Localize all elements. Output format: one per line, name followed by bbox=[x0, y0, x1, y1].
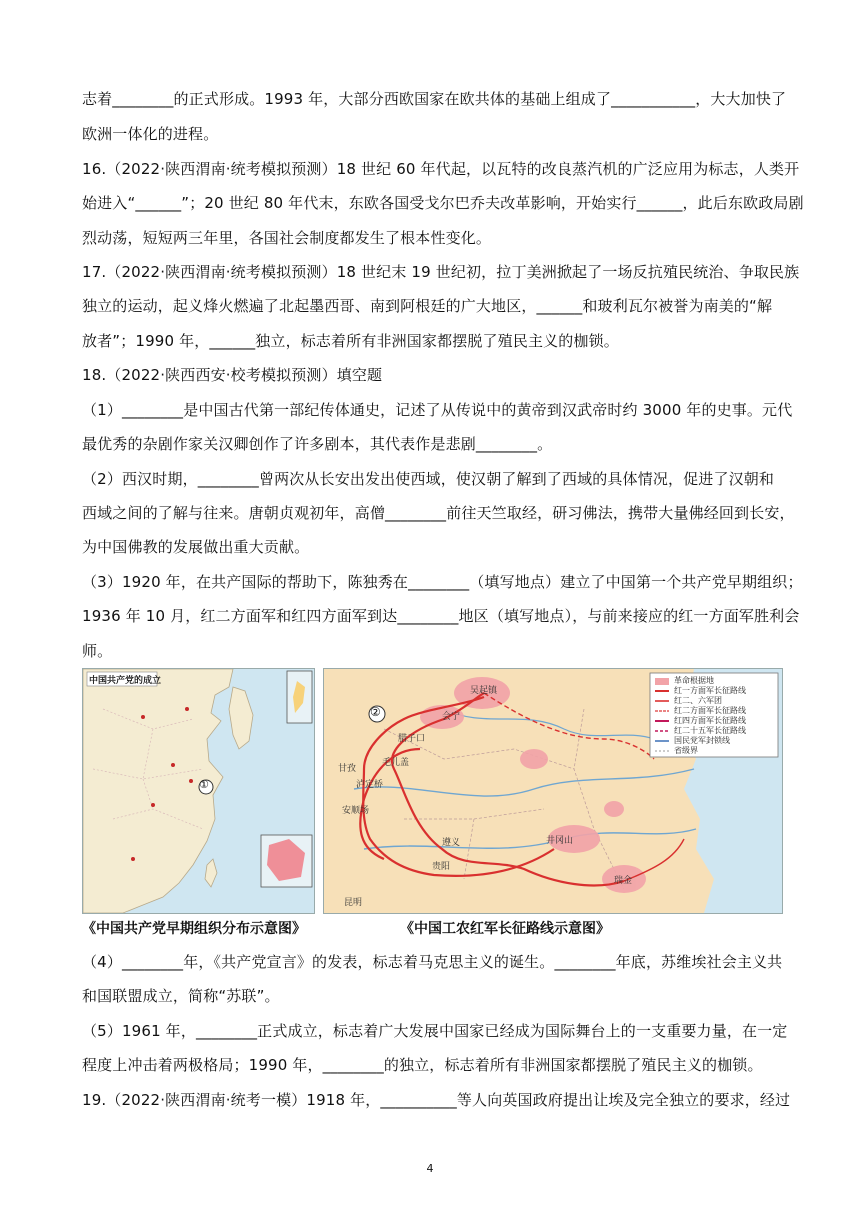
place-label: 安顺场 bbox=[342, 806, 370, 816]
text-line: 独立的运动，起义烽火燃遍了北起墨西哥、南到阿根廷的广大地区，______和玻利瓦尔被誉为南美的“解 bbox=[82, 297, 773, 315]
legend-item: 革命根据地 bbox=[674, 676, 714, 685]
text-line: 19.（2022·陕西渭南·统考一模）1918 年，__________等人向英国政府提出让埃及完全独立的要求，经过 bbox=[82, 1091, 791, 1109]
text-line: （2）西汉时期，________曾两次从长安出发出使西域，使汉朝了解到了西域的具体情况，促进了汉朝和 bbox=[82, 470, 775, 488]
place-label: 毛儿盖 bbox=[382, 758, 410, 768]
text-line: 志着________的正式形成。1993 年，大部分西欧国家在欧共体的基础上组成了___________，大大加快了 bbox=[82, 90, 787, 108]
text-line: 和国联盟成立，简称“苏联”。 bbox=[82, 987, 280, 1005]
text-line: 西域之间的了解与往来。唐朝贞观初年，高僧________前往天竺取经，研习佛法，携带大量佛经回到长安， bbox=[82, 504, 795, 522]
text-line: 1936 年 10 月，红二方面军和红四方面军到达________地区（填写地点），与前来接应的红一方面军胜利会 bbox=[82, 607, 800, 625]
legend-item: 红一方面军长征路线 bbox=[674, 686, 746, 695]
place-label: 昆明 bbox=[344, 898, 363, 908]
text-line: 为中国佛教的发展做出重大贡献。 bbox=[82, 538, 310, 556]
page-number: 4 bbox=[426, 1162, 434, 1175]
place-label: 泸定桥 bbox=[356, 780, 384, 790]
map-marker-2: ② bbox=[370, 705, 381, 719]
legend-item: 国民党军封锁线 bbox=[674, 736, 730, 745]
text-line: （5）1961 年，________正式成立，标志着广大发展中国家已经成为国际舞台上的一支重要力量，在一定 bbox=[82, 1022, 788, 1040]
legend-item: 红二、六军团 bbox=[674, 696, 722, 705]
place-label: 腊子口 bbox=[398, 734, 426, 744]
place-label: 遵义 bbox=[442, 838, 461, 848]
map-long-march bbox=[323, 668, 783, 914]
place-label: 吴起镇 bbox=[470, 686, 498, 696]
place-label: 甘孜 bbox=[338, 764, 357, 774]
figure-caption-right: 《中国工农红军长征路线示意图》 bbox=[400, 921, 610, 937]
map-cpc-early-organizations bbox=[82, 668, 315, 914]
legend-item: 红二十五军长征路线 bbox=[674, 726, 746, 735]
map-marker-1: ① bbox=[199, 778, 209, 791]
text-line: 烈动荡，短短两三年里，各国社会制度都发生了根本性变化。 bbox=[82, 229, 492, 247]
text-line: 放者”；1990 年，______独立，标志着所有非洲国家都摆脱了殖民主义的枷锁。 bbox=[82, 332, 619, 350]
text-line: 16.（2022·陕西渭南·统考模拟预测）18 世纪 60 年代起，以瓦特的改良蒸汽机的广泛应用为标志，人类开 bbox=[82, 160, 800, 178]
text-line: 程度上冲击着两极格局；1990 年，________的独立，标志着所有非洲国家都摆脱了殖民主义的枷锁。 bbox=[82, 1056, 763, 1074]
text-line: 师。 bbox=[82, 642, 113, 660]
text-line: （4）________年，《共产党宣言》的发表，标志着马克思主义的诞生。________年底，苏维埃社会主义共 bbox=[82, 953, 783, 971]
text-line: 始进入“______”；20 世纪 80 年代末，东欧各国受戈尔巴乔夫改革影响，开始实行______，此后东欧政局剧 bbox=[82, 194, 804, 212]
place-label: 贵阳 bbox=[432, 862, 451, 872]
text-line: 欧洲一体化的进程。 bbox=[82, 125, 219, 143]
map-legend bbox=[674, 676, 746, 756]
text-line: （1）________是中国古代第一部纪传体通史，记述了从传说中的黄帝到汉武帝时约 3000 年的史事。元代 bbox=[82, 401, 793, 419]
place-label: 井冈山 bbox=[546, 836, 574, 846]
map-inset-title: 中国共产党的成立 bbox=[89, 676, 162, 686]
figure-caption-left: 《中国共产党早期组织分布示意图》 bbox=[82, 921, 306, 937]
legend-item: 红四方面军长征路线 bbox=[674, 716, 746, 725]
legend-item: 红二方面军长征路线 bbox=[674, 706, 746, 715]
place-label: 会宁 bbox=[442, 712, 461, 722]
text-line: 18.（2022·陕西西安·校考模拟预测）填空题 bbox=[82, 366, 383, 384]
place-label: 瑞金 bbox=[614, 876, 633, 886]
text-line: 最优秀的杂剧作家关汉卿创作了许多剧本，其代表作是悲剧________。 bbox=[82, 435, 553, 453]
text-line: 17.（2022·陕西渭南·统考模拟预测）18 世纪末 19 世纪初，拉丁美洲掀起了一场反抗殖民统治、争取民族 bbox=[82, 263, 800, 281]
legend-item: 省级界 bbox=[674, 746, 698, 755]
text-line: （3）1920 年，在共产国际的帮助下，陈独秀在________（填写地点）建立了中国第一个共产党早期组织； bbox=[82, 573, 803, 591]
